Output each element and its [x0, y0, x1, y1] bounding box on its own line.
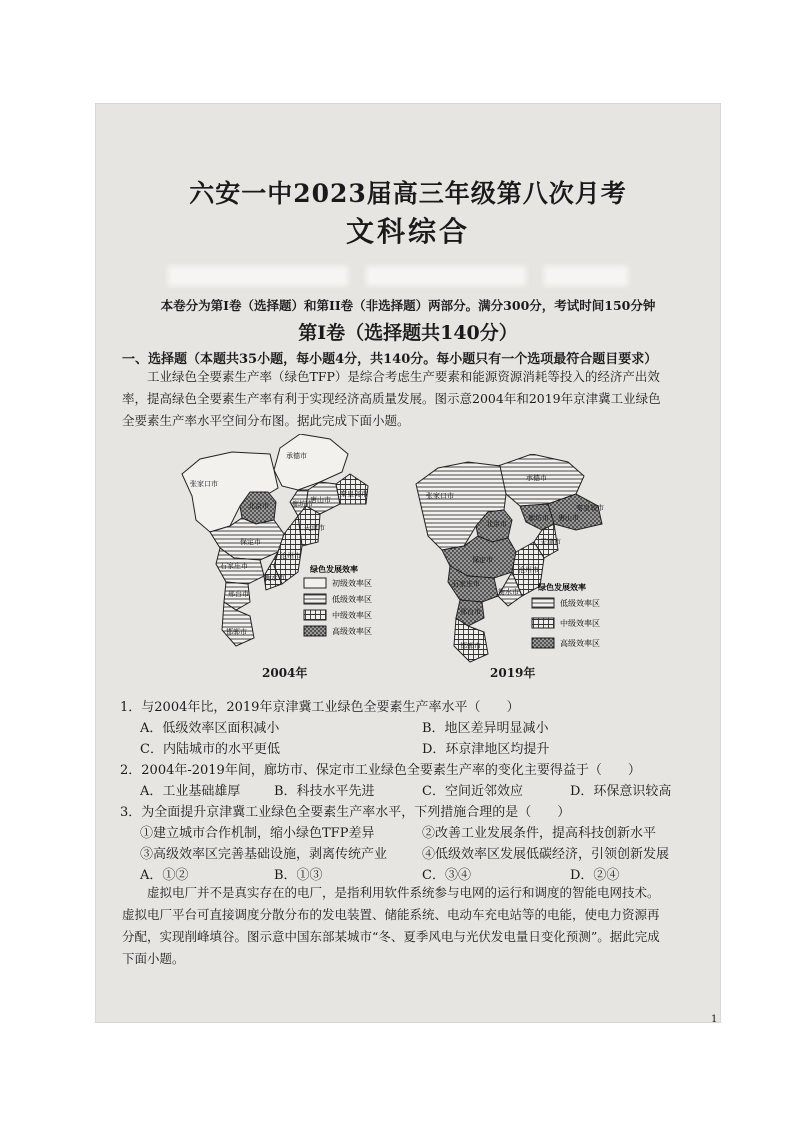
legend-label: 高级效率区	[332, 627, 372, 636]
legend	[532, 598, 600, 648]
material-line: 工业绿色全要素生产率（绿色TFP）是综合考虑生产要素和能源资源消耗等投入的经济产出效	[147, 369, 660, 384]
q3-option-d: D．②④	[570, 868, 620, 883]
map-label: 邯郸市	[226, 629, 247, 636]
q2-option-c: C．空间近邻效应	[422, 784, 523, 799]
exam-subject: 文科综合	[345, 215, 470, 248]
q1-option-b: B．地区差异明显减小	[422, 721, 549, 736]
q3-statement-4: ④低级效率区发展低碳经济，引领创新发展	[422, 847, 670, 862]
material-1	[122, 366, 692, 432]
map-label: 承德市	[526, 475, 547, 482]
map-label: 保定市	[472, 557, 493, 564]
legend-label: 低级效率区	[560, 599, 600, 608]
map-label: 北京市	[486, 521, 507, 528]
map-label: 唐山市	[310, 497, 331, 504]
part-heading: 一、选择题（本题共35小题，每小题4分，共140分。每小题只有一个选项最符合题目要求）	[122, 352, 658, 367]
material-line: 全要素生产率水平空间分布图。据此完成下面小题。	[122, 413, 410, 428]
map-label: 石家庄市	[220, 563, 248, 570]
map-label: 张家口市	[426, 493, 454, 500]
q2-option-a: A．工业基础雄厚	[140, 784, 241, 799]
map-label: 承德市	[286, 453, 307, 460]
material-line: 虚拟电厂平台可直接调度分散分布的发电装置、储能系统、电动车充电站等的电能，使电力资源再	[122, 907, 660, 922]
legend-title: 绿色发展效率	[310, 564, 358, 574]
map-label: 衡水市	[498, 589, 519, 596]
redacted-area	[168, 266, 348, 286]
map-label: 廊坊市	[528, 515, 549, 522]
legend-label: 初级效率区	[332, 579, 372, 588]
q1-option-d: D．环京津地区均提升	[422, 742, 550, 757]
exam-instructions: 本卷分为第I卷（选择题）和第II卷（非选择题）两部分。满分300分，考试时间150分钟	[160, 298, 656, 313]
material-2	[122, 882, 692, 970]
legend	[304, 578, 372, 636]
material-line: 下面小题。	[122, 951, 185, 966]
map-label: 天津市	[304, 525, 325, 532]
map-label: 衡水市	[264, 575, 285, 582]
map-label: 唐山市	[558, 515, 579, 522]
map-label: 邢台市	[460, 609, 481, 616]
material-line: 虚拟电厂并不是真实存在的电厂，是指利用软件系统参与电网的运行和调度的智能电网技术。	[147, 885, 660, 900]
map-label: 邯郸市	[460, 643, 481, 650]
q2-option-d: D．环保意识较高	[570, 784, 672, 799]
question-3-stem: 3．为全面提升京津冀工业绿色全要素生产率水平，下列措施合理的是（ ）	[120, 805, 571, 820]
legend-label: 低级效率区	[332, 595, 372, 604]
map-label: 沧州市	[280, 553, 301, 560]
map-2004	[170, 434, 406, 656]
page-number: 1	[711, 1014, 718, 1025]
map-caption-2004: 2004年	[262, 666, 308, 680]
legend-label: 高级效率区	[560, 639, 600, 648]
map-label: 保定市	[240, 539, 261, 546]
map-label: 廊坊市	[292, 501, 313, 508]
q3-statement-1: ①建立城市合作机制，缩小绿色TFP差异	[140, 826, 375, 841]
q1-option-a: A．低级效率区面积减小	[140, 721, 280, 736]
redacted-area	[544, 266, 628, 286]
map-label: 北京市	[248, 503, 269, 510]
map-label: 天津市	[540, 539, 561, 546]
map-label: 邢台市	[228, 591, 249, 598]
redacted-area	[366, 266, 526, 286]
material-line: 率，提高绿色全要素生产率有利于实现经济高质量发展。图示意2004年和2019年京津冀工业绿色	[122, 391, 661, 406]
q2-option-b: B．科技水平先进	[274, 784, 375, 799]
q1-option-c: C．内陆城市的水平更低	[140, 742, 280, 757]
exam-sheet	[96, 104, 720, 1022]
q3-option-c: C．③④	[422, 868, 471, 883]
map-2019	[408, 454, 644, 664]
q3-option-b: B．①③	[274, 868, 323, 883]
map-label: 张家口市	[190, 481, 218, 488]
q3-statement-3: ③高级效率区完善基础设施，剥离传统产业	[140, 847, 388, 862]
q3-statement-2: ②改善工业发展条件，提高科技创新水平	[422, 826, 657, 841]
material-line: 分配，实现削峰填谷。图示意中国东部某城市“冬、夏季风电与光伏发电量日变化预测”。据此完成	[122, 929, 660, 944]
map-label: 沧州市	[518, 567, 539, 574]
legend-label: 中级效率区	[560, 619, 600, 628]
map-label: 石家庄市	[452, 581, 480, 588]
question-1-stem: 1．与2004年比，2019年京津冀工业绿色全要素生产率水平（ ）	[120, 700, 520, 715]
exam-title: 六安一中2023届高三年级第八次月考	[189, 179, 627, 208]
map-label: 秦皇岛市	[340, 491, 368, 498]
legend-title: 绿色发展效率	[538, 582, 586, 592]
map-caption-2019: 2019年	[490, 666, 536, 680]
map-label: 秦皇岛市	[576, 505, 604, 512]
section-title: 第I卷（选择题共140分）	[298, 322, 518, 344]
q3-option-a: A．①②	[140, 868, 189, 883]
legend-label: 中级效率区	[332, 611, 372, 620]
question-2-stem: 2．2004年-2019年间，廊坊市、保定市工业绿色全要素生产率的变化主要得益于（ ）	[120, 763, 641, 778]
